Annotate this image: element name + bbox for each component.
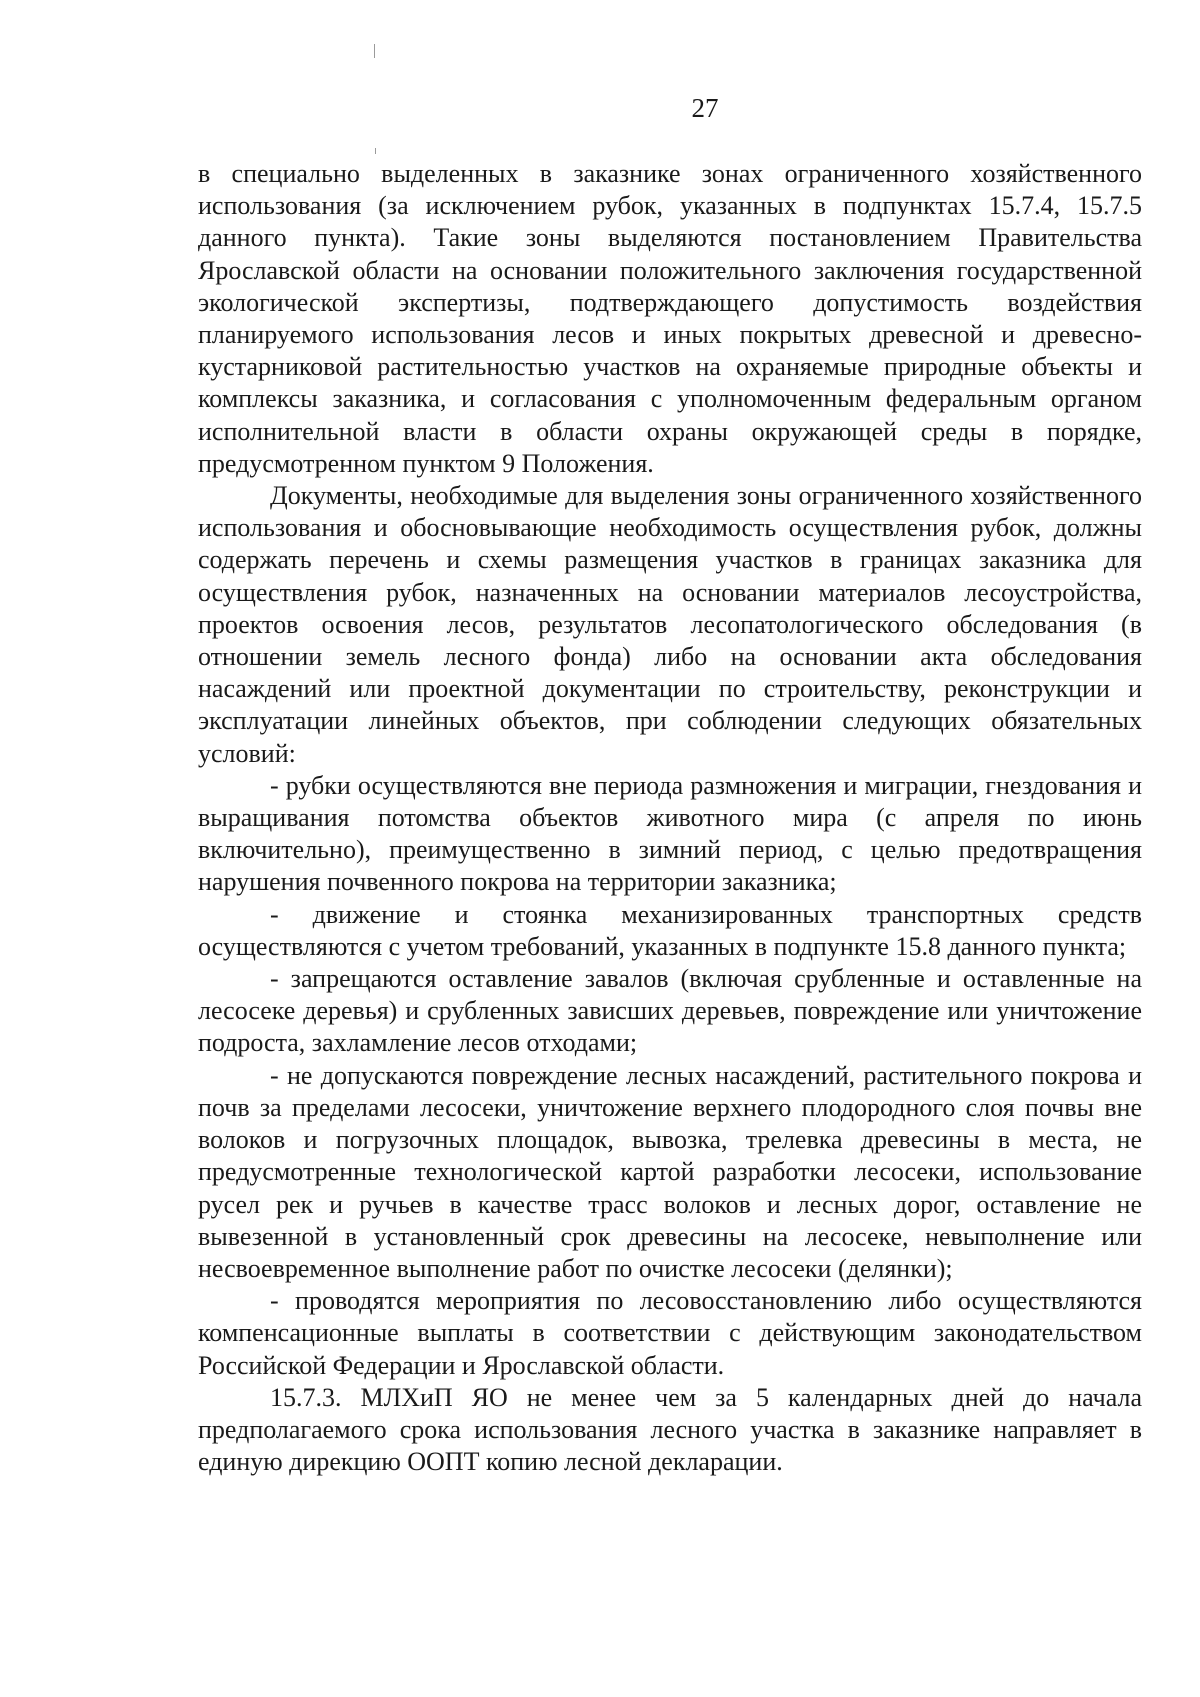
condition-item-reforestation: - проводятся мероприятия по лесовосстановлению либо осуществляются компенсационные выплаты в соответствии с действующим законодательством Российской Федерации и Ярославской области. (198, 1286, 1142, 1380)
scan-artifact-mark (375, 148, 376, 154)
scan-artifact-mark (374, 44, 375, 58)
paragraph-documents: Документы, необходимые для выделения зоны ограниченного хозяйственного использования и обосновывающие необходимость осуществления рубок, должны содержать перечень и схемы размещения участков в границах заказника для осуществления рубок, назначенных на основании материалов лесоустройства, проектов освоения лесов, результатов лесопатологического обследования (в отношении земель лесного фонда) либо на основании акта обследования насаждений или проектной документации по строительству, реконструкции и эксплуатации линейных объектов, при соблюдении следующих обязательных условий: (198, 481, 1142, 768)
document-body (198, 158, 1142, 1478)
condition-item-damage-prohibition: - не допускаются повреждение лесных насаждений, растительного покрова и почв за пределами лесосеки, уничтожение верхнего плодородного слоя почвы вне волоков и погрузочных площадок, вывозка, трелевка древесины в места, не предусмотренные технологической картой разработки лесосеки, использование русел рек и ручьев в качестве трасс волоков и лесных дорог, оставление не вывезенной в установленный срок древесины на лесосеке, невыполнение или несвоевременное выполнение работ по очистке лесосеки (делянки); (198, 1060, 1142, 1283)
condition-item-debris-prohibition: - запрещаются оставление завалов (включая срубленные и оставленные на лесосеке деревья) и срубленных зависших деревьев, повреждение или уничтожение подроста, захламление лесов отходами; (198, 964, 1142, 1058)
condition-item-breeding-period: - рубки осуществляются вне периода размножения и миграции, гнездования и выращивания потомства объектов животного мира (с апреля по июнь включительно), преимущественно в зимний период, с целью предотвращения нарушения почвенного покрова на территории заказника; (198, 770, 1142, 897)
condition-item-vehicle-movement: - движение и стоянка механизированных транспортных средств осуществляются с учетом требований, указанных в подпункте 15.8 данного пункта; (198, 899, 1142, 961)
clause-15-7-3: 15.7.3. МЛХиП ЯО не менее чем за 5 календарных дней до начала предполагаемого срока использования лесного участка в заказнике направляет в единую дирекцию ООПТ копию лесной декларации. (198, 1382, 1142, 1477)
page-number: 27 (691, 93, 719, 123)
paragraph-continuation: в специально выделенных в заказнике зонах ограниченного хозяйственного использования (за исключением рубок, указанных в подпунктах 15.7.4, 15.7.5 данного пункта). Такие зоны выделяются постановлением Правительства Ярославской области на основании положительного заключения государственной экологической экспертизы, подтверждающего допустимость воздействия планируемого использования лесов и иных покрытых древесной и древесно-кустарниковой растительностью участков на охраняемые природные объекты и комплексы заказника, и согласования с уполномоченным федеральным органом исполнительной власти в области охраны окружающей среды в порядке, предусмотренном пунктом 9 Положения. (198, 159, 1142, 478)
